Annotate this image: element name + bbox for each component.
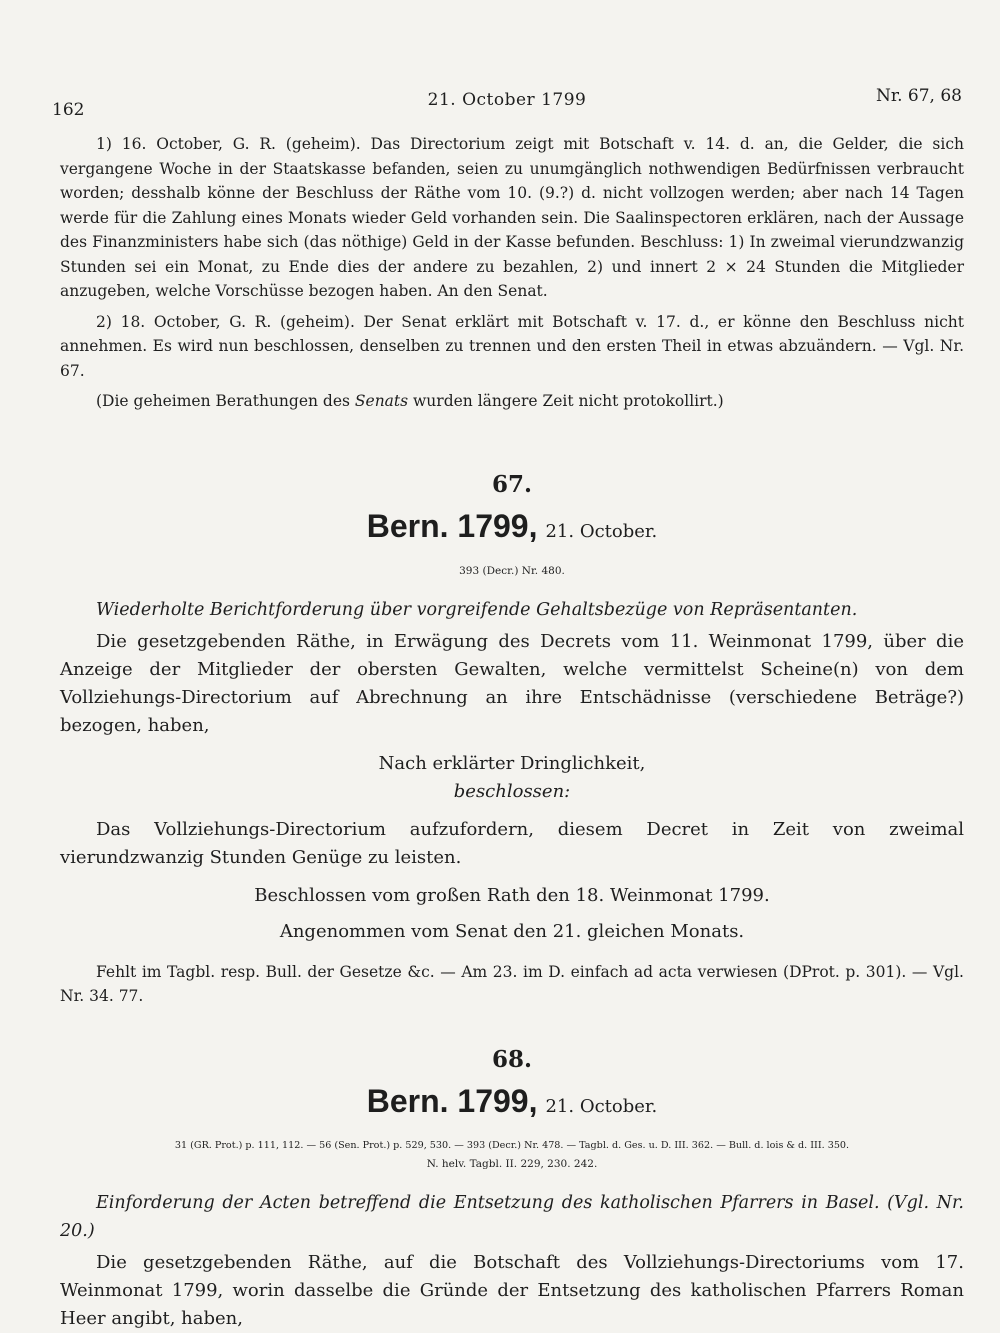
intro-paragraph-1: 1) 16. October, G. R. (geheim). Das Directorium zeigt mit Botschaft v. 14. d. an, die Gelder, die sich vergangene Woche in der Staatskasse befanden, seien zu unumgänglich nothwendigen Bedürfnissen verbraucht worden; desshalb könne der Beschluss der Räthe vom 10. (9.?) d. nicht vollzogen werden; aber nach 14 Tagen werde für die Zahlung eines Monats wieder Geld vorhanden sein. Die Saalinspectoren erklären, nach der Aussage des Finanzministers habe sich (das nöthige) Geld in der Kasse befunden. Beschluss: 1) In zweimal vierundzwanzig Stunden sei ein Monat, zu Ende dies der andere zu bezahlen, 2) und innert 2 × 24 Stunden die Mitglieder anzugeben, welche Vorschüsse bezogen haben. An den Senat. [60,135,964,300]
document-68-source-line-2: N. helv. Tagbl. II. 229, 230. 242. [426,1157,598,1170]
document-67-paragraph-2: Das Vollziehungs-Directorium aufzufordern, diesem Decret in Zeit von zweimal vierundzwanzig Stunden Genüge zu leisten. [60,818,964,868]
page-header [52,86,962,120]
page-number: 162 [52,100,85,120]
document-67-urgency: Nach erklärter Dringlichkeit, [378,752,646,774]
header-date: 21. October 1799 [427,90,587,110]
document-67-heading [60,506,964,552]
document-67-place: Bern. 1799, [366,507,538,544]
document-67-accepted: Angenommen vom Senat den 21. gleichen Monats. [279,920,745,942]
intro-note-end: wurden längere Zeit nicht protokollirt.) [408,392,724,410]
document-67-passed: Beschlossen vom großen Rath den 18. Weinmonat 1799. [254,884,770,906]
document-67-resolved: beschlossen: [453,780,571,802]
document-68-place: Bern. 1799, [366,1082,538,1119]
document-68-date: 21. October. [545,1095,658,1117]
intro-note-italic: Senats [354,392,409,410]
document-67-date: 21. October. [545,520,658,542]
document-68-paragraph-1: Die gesetzgebenden Räthe, auf die Botschaft des Vollziehungs-Directoriums vom 17. Weinmonat 1799, worin dasselbe die Gründe der Entsetzung des katholischen Pfarrers Roman Heer angibt, haben, [60,1251,964,1329]
document-68-number: 68. [491,1045,532,1073]
document-67-paragraph-1: Die gesetzgebenden Räthe, in Erwägung des Decrets vom 11. Weinmonat 1799, über die Anzeige der Mitglieder der obersten Gewalten, welche vermittelst Scheine(n) von dem Vollziehungs-Directorium auf Abrechnung an ihre Entschädnisse (verschiedene Beträge?) bezogen, haben, [60,630,964,736]
document-67-note: Fehlt im Tagbl. resp. Bull. der Gesetze &c. — Am 23. im D. einfach ad acta verwiesen (DProt. p. 301). — Vgl. Nr. 34. 77. [60,962,964,1005]
document-68-source-line-1: 31 (GR. Prot.) p. 111, 112. — 56 (Sen. Prot.) p. 529, 530. — 393 (Decr.) Nr. 478. — Tagbl. d. Ges. u. D. III. 362. — Bull. d. lois & d. III. 350. [174,1139,850,1151]
page-body [60,132,964,1333]
intro-note-start: (Die geheimen Berathungen des [96,392,355,410]
document-67-number: 67. [491,470,532,498]
document-68-heading [60,1081,964,1127]
document-68-title: Einforderung der Acten betreffend die Entsetzung des katholischen Pfarrers in Basel. (Vgl. Nr. 20.) [60,1192,964,1241]
intro-paragraph-3 [60,389,964,414]
header-document-numbers: Nr. 67, 68 [875,86,962,106]
document-67-source: 393 (Decr.) Nr. 480. [459,564,565,577]
document-67-title: Wiederholte Berichtforderung über vorgreifende Gehaltsbezüge von Repräsentanten. [96,599,858,620]
intro-paragraph-2: 2) 18. October, G. R. (geheim). Der Senat erklärt mit Botschaft v. 17. d., er könne den Beschluss nicht annehmen. Es wird nun beschlossen, denselben zu trennen und den ersten Theil in etwas abzuändern. — Vgl. Nr. 67. [60,312,964,380]
